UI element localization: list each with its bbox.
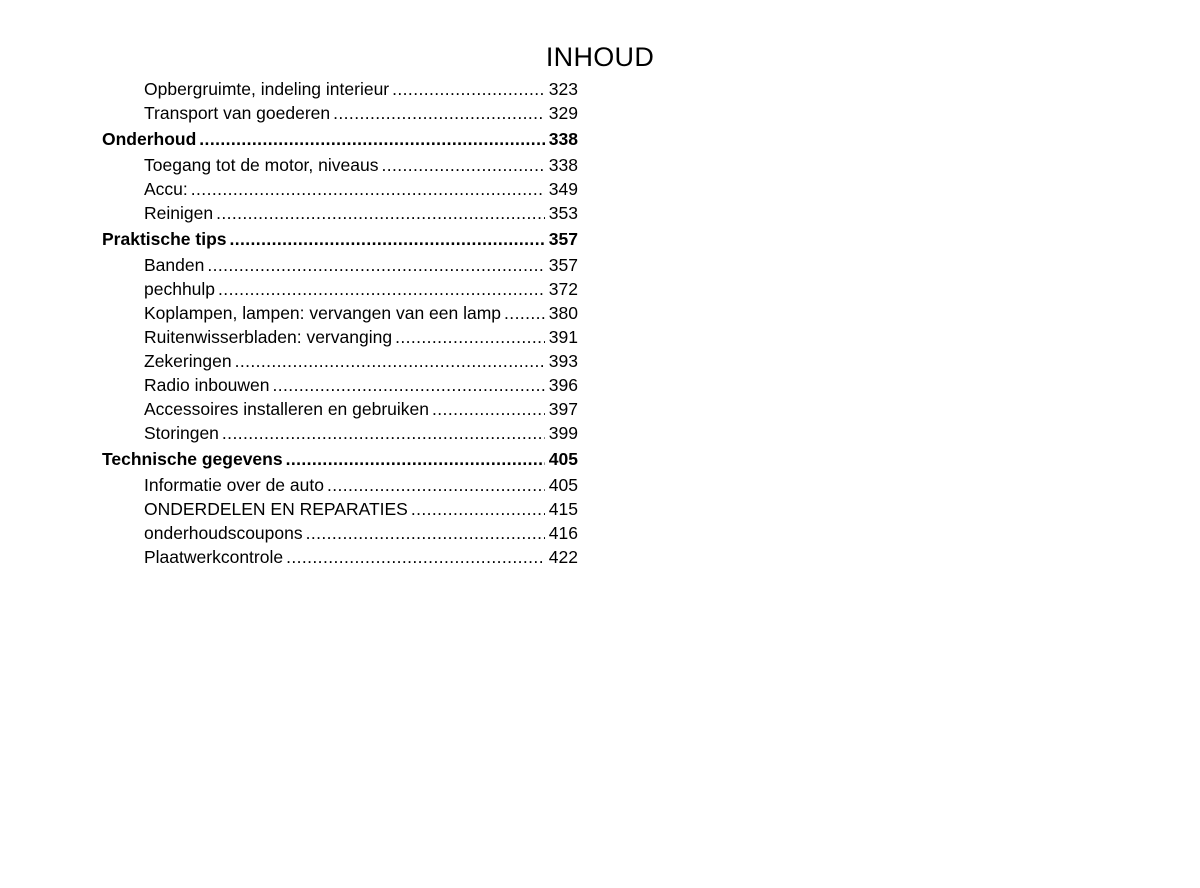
- dot-leader: [504, 301, 545, 325]
- dot-leader: [191, 177, 545, 201]
- toc-entry[interactable]: [102, 77, 578, 101]
- toc-entry-page: 338: [548, 155, 578, 175]
- toc-entry-page: 396: [548, 375, 578, 395]
- toc-entry-label: Zekeringen: [144, 351, 232, 371]
- toc-entry[interactable]: [102, 349, 578, 373]
- toc-entry-label: Transport van goederen: [144, 103, 331, 123]
- page-title: INHOUD: [545, 42, 655, 73]
- toc-entry[interactable]: [102, 373, 578, 397]
- toc-entry-label: Accu:: [144, 179, 188, 199]
- toc-entry-page: 380: [548, 303, 578, 323]
- dot-leader: [222, 421, 545, 445]
- dot-leader: [216, 201, 545, 225]
- dot-leader: [306, 521, 545, 545]
- dot-leader: [395, 325, 545, 349]
- toc-entry-label: Storingen: [144, 423, 219, 443]
- toc-entry[interactable]: [102, 473, 578, 497]
- toc-entry[interactable]: [102, 397, 578, 421]
- toc-section-label: Technische gegevens: [102, 449, 283, 469]
- dot-leader: [381, 153, 544, 177]
- dot-leader: [235, 349, 545, 373]
- toc-entry-label: Reinigen: [144, 203, 214, 223]
- toc-entry-page: 399: [548, 423, 578, 443]
- toc-entry[interactable]: [102, 545, 578, 569]
- toc-section-page: 405: [548, 449, 578, 469]
- dot-leader: [411, 497, 545, 521]
- toc-section-label: Praktische tips: [102, 229, 227, 249]
- dot-leader: [286, 446, 545, 473]
- toc-entry-page: 415: [548, 499, 578, 519]
- toc-entry-page: 405: [548, 475, 578, 495]
- toc-section[interactable]: [102, 445, 578, 473]
- toc-entry[interactable]: [102, 521, 578, 545]
- toc-entry[interactable]: [102, 497, 578, 521]
- toc-entry[interactable]: [102, 277, 578, 301]
- toc-entry-label: pechhulp: [144, 279, 216, 299]
- toc-entry[interactable]: [102, 325, 578, 349]
- toc-entry-label: onderhoudscoupons: [144, 523, 303, 543]
- toc-entry-page: 422: [548, 547, 578, 567]
- toc-entry-page: 357: [548, 255, 578, 275]
- toc-entry-label: Ruitenwisserbladen: vervanging: [144, 327, 393, 347]
- dot-leader: [230, 226, 545, 253]
- toc-entry-label: Opbergruimte, indeling interieur: [144, 79, 390, 99]
- dot-leader: [392, 77, 545, 101]
- dot-leader: [199, 126, 545, 153]
- toc-entry-label: Koplampen, lampen: vervangen van een lamp: [144, 303, 502, 323]
- toc-entry[interactable]: [102, 301, 578, 325]
- toc-entry-page: 329: [548, 103, 578, 123]
- dot-leader: [207, 253, 544, 277]
- toc-entry-page: 391: [548, 327, 578, 347]
- toc-entry-label: Plaatwerkcontrole: [144, 547, 284, 567]
- toc-entry-page: 353: [548, 203, 578, 223]
- toc-entry[interactable]: [102, 101, 578, 125]
- toc-entry-page: 393: [548, 351, 578, 371]
- dot-leader: [333, 101, 545, 125]
- dot-leader: [273, 373, 545, 397]
- toc-entry-page: 349: [548, 179, 578, 199]
- toc-entry[interactable]: [102, 201, 578, 225]
- toc-entry[interactable]: [102, 153, 578, 177]
- toc-section[interactable]: [102, 225, 578, 253]
- toc-entry-page: 372: [548, 279, 578, 299]
- toc-section-label: Onderhoud: [102, 129, 197, 149]
- toc-entry-page: 323: [548, 79, 578, 99]
- toc-entry-label: ONDERDELEN EN REPARATIES: [144, 499, 408, 519]
- toc-entry[interactable]: [102, 253, 578, 277]
- toc-section-page: 338: [548, 129, 578, 149]
- toc-entry-page: 416: [548, 523, 578, 543]
- toc-entry-label: Radio inbouwen: [144, 375, 270, 395]
- toc-entry-label: Accessoires installeren en gebruiken: [144, 399, 430, 419]
- toc-section-page: 357: [548, 229, 578, 249]
- dot-leader: [327, 473, 545, 497]
- dot-leader: [432, 397, 545, 421]
- dot-leader: [286, 545, 545, 569]
- toc-section[interactable]: [102, 125, 578, 153]
- table-of-contents: [102, 77, 578, 569]
- dot-leader: [218, 277, 545, 301]
- toc-entry-label: Toegang tot de motor, niveaus: [144, 155, 379, 175]
- toc-entry[interactable]: [102, 421, 578, 445]
- toc-entry[interactable]: [102, 177, 578, 201]
- toc-entry-label: Informatie over de auto: [144, 475, 324, 495]
- toc-entry-label: Banden: [144, 255, 205, 275]
- toc-entry-page: 397: [548, 399, 578, 419]
